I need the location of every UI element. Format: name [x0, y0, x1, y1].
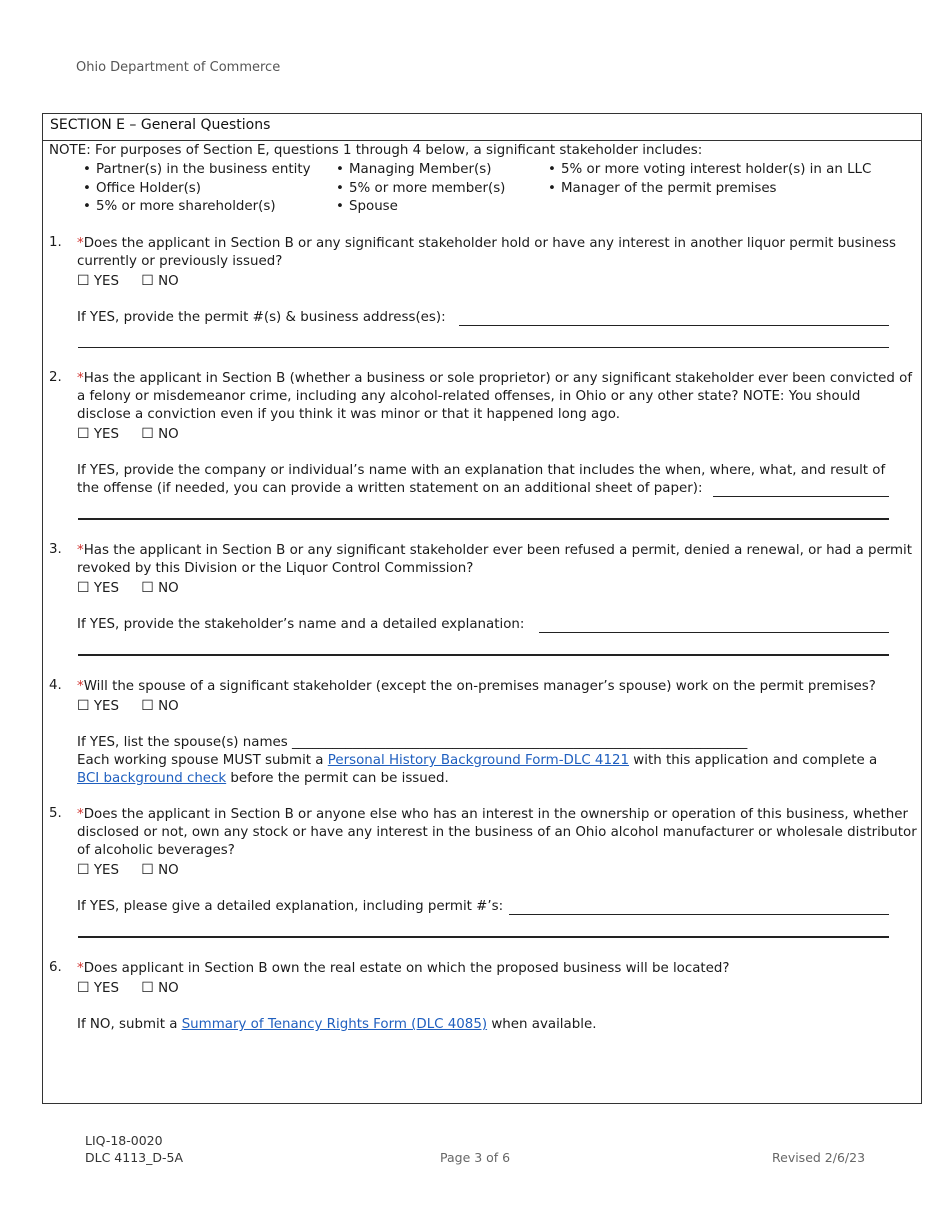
yes-checkbox[interactable]: ☐ YES [77, 580, 119, 596]
if-yes-label: If YES, provide the stakeholder’s name and a detailed explanation: [77, 617, 525, 632]
spouse-requirement-text-continued: BCI background check before the permit can be issued. [77, 771, 449, 786]
question-number: 3. [49, 542, 62, 557]
question-number: 5. [49, 806, 62, 821]
no-checkbox[interactable]: ☐ NO [141, 273, 179, 289]
if-yes-label-continued: the offense (if needed, you can provide a written statement on an additional sheet of paper): [77, 481, 703, 496]
required-mark: * [77, 543, 84, 558]
yes-checkbox[interactable]: ☐ YES [77, 426, 119, 442]
spouse-names-field[interactable]: If YES, list the spouse(s) names ____________________________________________________________________ [77, 735, 748, 750]
required-mark: * [77, 236, 84, 251]
question-text: Will the spouse of a significant stakeholder (except the on-premises manager’s spouse) work on the permit premises? [83, 679, 876, 694]
yes-checkbox[interactable]: ☐ YES [77, 980, 119, 996]
if-yes-label: If YES, provide the permit #(s) & business address(es): [77, 310, 446, 325]
list-item: • Managing Member(s) [336, 162, 492, 177]
no-checkbox[interactable]: ☐ NO [141, 980, 179, 996]
question-number: 1. [49, 235, 62, 250]
offense-explanation-field[interactable] [713, 496, 889, 497]
form-code: DLC 4113_D-5A [85, 1150, 183, 1165]
personal-history-form-link[interactable]: Personal History Background Form-DLC 4121 [327, 753, 630, 768]
stakeholder-note: NOTE: For purposes of Section E, questions 1 through 4 below, a significant stakeholder includes: [49, 143, 703, 158]
list-item: • Partner(s) in the business entity [83, 162, 311, 177]
question-text: Has the applicant in Section B (whether a business or sole proprietor) or any significant stakeholder ever been convicted of a felony or misdemeanor crime, including any alcohol-related offenses, in Ohio or any other state? NOTE: You should disclose a conviction even if you think it was minor or that it happened long ago. [77, 371, 913, 422]
no-checkbox[interactable]: ☐ NO [141, 580, 179, 596]
interest-explanation-field[interactable] [509, 914, 889, 915]
stakeholder-column-3 [548, 161, 871, 198]
offense-explanation-field-line2[interactable] [78, 518, 889, 520]
required-mark: * [77, 371, 84, 386]
refusal-explanation-field[interactable] [539, 632, 889, 633]
question-text: Does the applicant in Section B or any significant stakeholder hold or have any interest in another liquor permit business currently or previously issued? [77, 236, 896, 269]
list-item: • Office Holder(s) [83, 180, 201, 196]
yes-no-options [77, 980, 197, 996]
list-item: • Manager of the permit premises [548, 180, 777, 196]
question-text: Has the applicant in Section B or any significant stakeholder ever been refused a permit, denied a renewal, or had a permit revoked by this Division or the Liquor Control Commission? [77, 543, 912, 576]
yes-checkbox[interactable]: ☐ YES [77, 862, 119, 878]
yes-no-options [77, 580, 197, 596]
question-number: 2. [49, 370, 62, 385]
bci-background-check-link[interactable]: BCI background check [77, 771, 227, 786]
if-yes-label: If YES, provide the company or individual’s name with an explanation that includes the when, where, what, and result of [77, 463, 886, 478]
list-item: • Spouse [336, 199, 398, 214]
form-id: LIQ-18-0020 [85, 1133, 163, 1148]
section-e-box [42, 113, 922, 1104]
permit-address-field[interactable] [459, 325, 889, 326]
refusal-explanation-field-line2[interactable] [78, 654, 889, 656]
yes-no-options [77, 426, 197, 442]
page-number: Page 3 of 6 [440, 1150, 511, 1165]
required-mark: * [77, 961, 84, 976]
no-checkbox[interactable]: ☐ NO [141, 698, 179, 714]
section-title: SECTION E – General Questions [43, 114, 921, 141]
if-no-text: If NO, submit a Summary of Tenancy Rights Form (DLC 4085) when available. [77, 1017, 597, 1032]
interest-explanation-field-line2[interactable] [78, 936, 889, 938]
stakeholder-column-2 [336, 161, 505, 217]
question-number: 4. [49, 678, 62, 693]
list-item: • 5% or more voting interest holder(s) in an LLC [548, 162, 872, 177]
yes-no-options [77, 273, 197, 289]
required-mark: * [77, 807, 84, 822]
no-checkbox[interactable]: ☐ NO [141, 426, 179, 442]
yes-checkbox[interactable]: ☐ YES [77, 698, 119, 714]
stakeholder-column-1 [83, 161, 311, 217]
revised-date: Revised 2/6/23 [772, 1150, 866, 1165]
question-number: 6. [49, 960, 62, 975]
question-text: Does applicant in Section B own the real estate on which the proposed business will be located? [83, 961, 730, 976]
list-item: • 5% or more member(s) [336, 180, 506, 196]
spouse-requirement-text: Each working spouse MUST submit a Personal History Background Form-DLC 4121 with this application and complete a [77, 753, 878, 768]
list-item: • 5% or more shareholder(s) [83, 199, 276, 214]
required-mark: * [77, 679, 84, 694]
yes-no-options [77, 698, 197, 714]
yes-no-options [77, 862, 197, 878]
question-text: Does the applicant in Section B or anyone else who has an interest in the ownership or operation of this business, whether disclosed or not, own any stock or have any interest in the business of an Ohio alcohol manufacturer or wholesale distributor of alcoholic beverages? [77, 807, 917, 858]
if-yes-label: If YES, please give a detailed explanation, including permit #’s: [77, 899, 504, 914]
department-header: Ohio Department of Commerce [76, 60, 281, 75]
yes-checkbox[interactable]: ☐ YES [77, 273, 119, 289]
permit-address-field-line2[interactable] [78, 347, 889, 348]
tenancy-rights-form-link[interactable]: Summary of Tenancy Rights Form (DLC 4085) [181, 1017, 488, 1032]
no-checkbox[interactable]: ☐ NO [141, 862, 179, 878]
